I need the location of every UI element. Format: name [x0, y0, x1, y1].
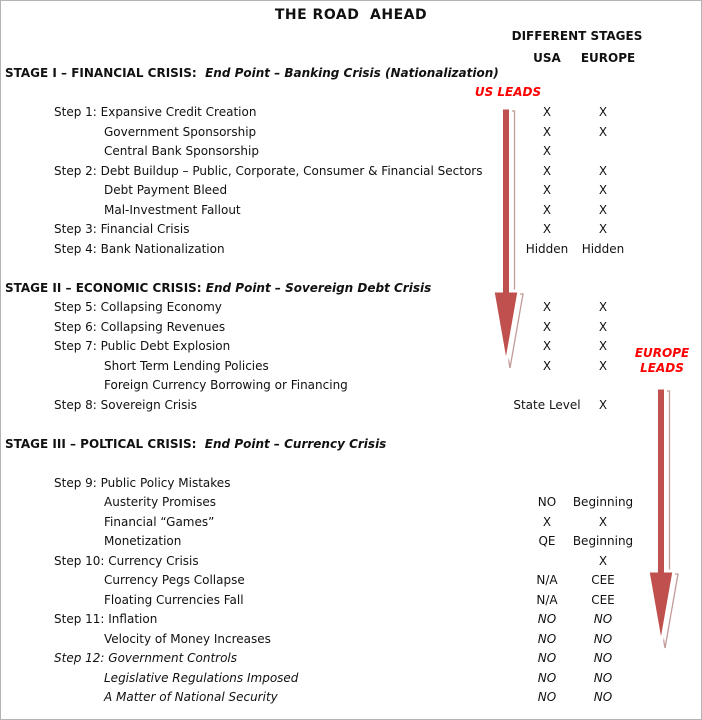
usa-value: NO — [537, 690, 557, 704]
row-label: Debt Payment Bleed — [104, 183, 228, 197]
table-row — [1, 552, 701, 572]
column-header-usa: USA — [533, 51, 561, 65]
europe-value: X — [598, 319, 608, 334]
usa-value: X — [542, 319, 552, 334]
table-row — [1, 532, 701, 552]
europe-value: NO — [593, 612, 613, 626]
europe-value: X — [598, 222, 608, 236]
row-label: Mal-Investment Fallout — [104, 202, 241, 217]
table-row — [1, 220, 701, 240]
row-label: Step 4: Bank Nationalization — [54, 241, 225, 256]
row-label: Step 10: Currency Crisis — [54, 553, 199, 568]
row-label: Foreign Currency Borrowing or Financing — [104, 378, 348, 392]
table-row — [1, 259, 701, 279]
table-row — [1, 84, 701, 104]
row-label: STAGE III – POLTICAL CRISIS: End Point – Currency Crisis — [5, 436, 387, 451]
europe-value: NO — [593, 631, 613, 646]
row-label: STAGE II – ECONOMIC CRISIS: End Point – Sovereign Debt Crisis — [5, 280, 432, 295]
table-row — [1, 513, 701, 533]
table-row — [1, 396, 701, 416]
europe-value: X — [598, 124, 608, 139]
row-label: Step 6: Collapsing Revenues — [54, 319, 226, 334]
column-header-europe: EUROPE — [580, 51, 636, 65]
row-label: Financial “Games” — [104, 514, 215, 529]
europe-value: NO — [593, 651, 613, 665]
table-row — [1, 181, 701, 201]
usa-value: NO — [537, 495, 557, 509]
usa-value: NO — [537, 612, 557, 626]
rows — [1, 64, 701, 708]
row-label: Monetization — [104, 534, 182, 548]
europe-leads-line1: EUROPE — [634, 346, 690, 360]
row-label: Velocity of Money Increases — [104, 631, 271, 646]
table-row — [1, 201, 701, 221]
europe-value: X — [598, 105, 608, 119]
table-row — [1, 454, 701, 474]
row-label: Step 1: Expansive Credit Creation — [54, 105, 257, 119]
table-row — [1, 493, 701, 513]
row-label: STAGE I – FINANCIAL CRISIS: End Point – Banking Crisis (Nationalization) — [5, 66, 499, 80]
europe-value: X — [598, 358, 608, 373]
table-row — [1, 318, 701, 338]
europe-value: X — [598, 553, 608, 568]
row-label: Central Bank Sponsorship — [104, 144, 259, 158]
table-row — [1, 103, 701, 123]
usa-value: X — [542, 163, 552, 178]
europe-value: NO — [593, 670, 613, 685]
europe-value: CEE — [591, 592, 615, 607]
europe-value: X — [598, 339, 608, 353]
page-title: THE ROAD AHEAD — [274, 7, 428, 23]
usa-value: State Level — [513, 397, 581, 412]
europe-value: X — [598, 163, 608, 178]
table-row — [1, 162, 701, 182]
row-label: Step 2: Debt Buildup – Public, Corporate, Consumer & Financial Sectors — [54, 163, 483, 178]
table-row — [1, 357, 701, 377]
usa-value: X — [542, 202, 552, 217]
usa-value: Hidden — [525, 241, 569, 256]
table-row — [1, 688, 701, 708]
row-label: Step 12: Government Controls — [54, 651, 238, 665]
row-label: Government Sponsorship — [104, 124, 257, 139]
table-row — [1, 630, 701, 650]
table-row — [1, 669, 701, 689]
table-row — [1, 610, 701, 630]
table-row — [1, 415, 701, 435]
table-row — [1, 298, 701, 318]
europe-value: X — [598, 514, 608, 529]
usa-value: X — [542, 514, 552, 529]
usa-value: N/A — [536, 592, 558, 607]
table-row — [1, 571, 701, 591]
row-label: Currency Pegs Collapse — [104, 573, 245, 587]
different-stages-header: DIFFERENT STAGES — [511, 29, 643, 43]
usa-value: X — [542, 144, 552, 158]
europe-value: X — [598, 397, 608, 412]
usa-value: X — [542, 339, 552, 353]
europe-value: NO — [593, 690, 613, 704]
row-label: Floating Currencies Fall — [104, 592, 244, 607]
usa-value: X — [542, 358, 552, 373]
us-leads-annotation: US LEADS — [474, 85, 542, 99]
europe-value: X — [598, 183, 608, 197]
row-label: Step 7: Public Debt Explosion — [54, 339, 231, 353]
usa-value: X — [542, 222, 552, 236]
row-label: A Matter of National Security — [104, 690, 278, 704]
table-row — [1, 64, 701, 84]
europe-value: X — [598, 300, 608, 314]
usa-value: X — [542, 183, 552, 197]
usa-value: X — [542, 105, 552, 119]
usa-value: NO — [537, 670, 557, 685]
usa-value: NO — [537, 631, 557, 646]
europe-value: Hidden — [581, 241, 625, 256]
usa-value: N/A — [536, 573, 558, 587]
table-row — [1, 123, 701, 143]
europe-value: Beginning — [572, 534, 634, 548]
table-row — [1, 376, 701, 396]
europe-value: X — [598, 202, 608, 217]
usa-value: X — [542, 124, 552, 139]
europe-value: CEE — [591, 573, 615, 587]
row-label: Legislative Regulations Imposed — [104, 670, 299, 685]
row-label: Short Term Lending Policies — [104, 358, 269, 373]
table-row — [1, 591, 701, 611]
table-row — [1, 649, 701, 669]
row-label: Austerity Promises — [104, 495, 216, 509]
usa-value: NO — [537, 651, 557, 665]
table-row — [1, 279, 701, 299]
usa-value: QE — [538, 534, 556, 548]
usa-value: X — [542, 300, 552, 314]
europe-value: Beginning — [572, 495, 634, 509]
row-label: Step 9: Public Policy Mistakes — [54, 475, 231, 490]
table-row — [1, 142, 701, 162]
row-label: Step 3: Financial Crisis — [54, 222, 190, 236]
row-label: Step 8: Sovereign Crisis — [54, 397, 197, 412]
europe-leads-line2: LEADS — [640, 361, 684, 375]
row-label: Step 11: Inflation — [54, 612, 158, 626]
table-row — [1, 474, 701, 494]
table-row — [1, 337, 701, 357]
table-row — [1, 435, 701, 455]
row-label: Step 5: Collapsing Economy — [54, 300, 222, 314]
table-row — [1, 240, 701, 260]
